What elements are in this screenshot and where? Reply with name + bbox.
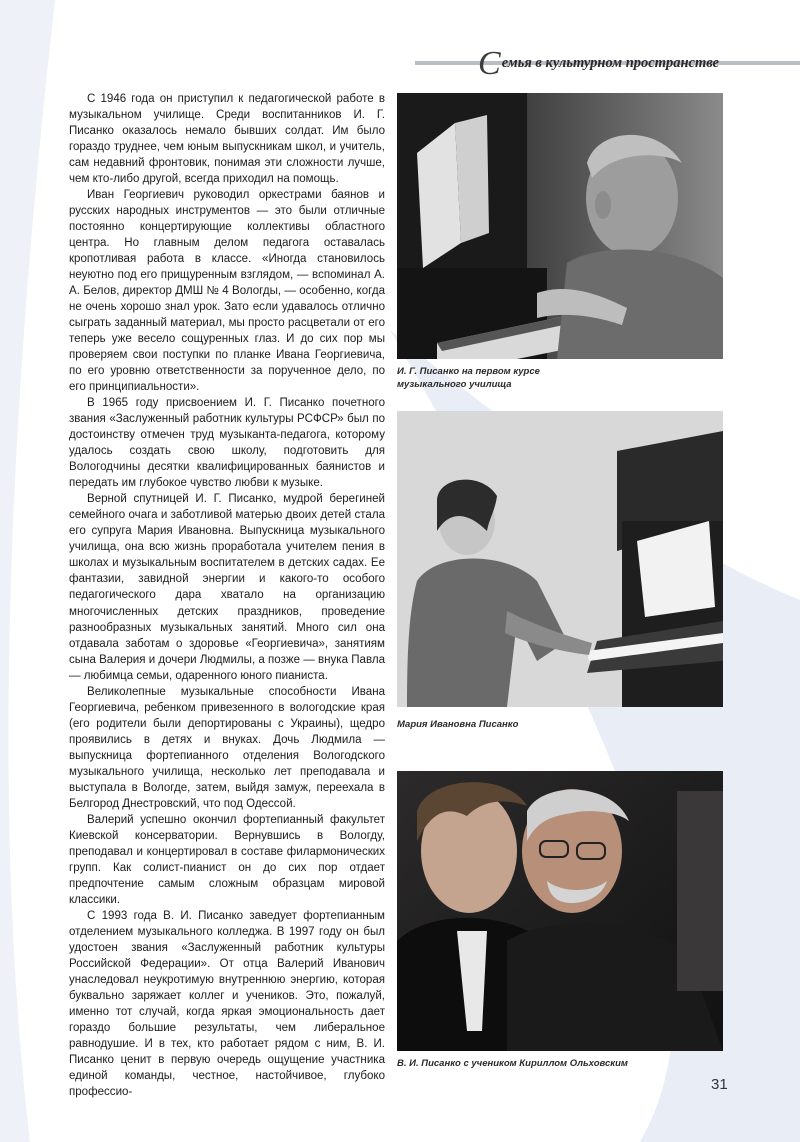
caption-photo-2: Мария Ивановна Писанко xyxy=(397,719,519,730)
paragraph: Иван Георгиевич руководил оркестрами баянов и русских народных инструментов — это были отличные постоянно концертирующие коллективы областного центра. Но главным делом педагога оставалась кропотливая работа в классе. «Иногда становилось неуютно под его прищуренным взглядом, — вспоминал А. А. Белов, директор ДМШ № 4 Вологды, — особенно, когда не очень хорошо знал урок. Зато если удавалось отлично сыграть заданный материал, мы просто расцветали от его теперь уже весело сощуренных глаз. И до сих пор мы проверяем свои поступки по планке Ивана Георгиевича, по его уровню ответственности за порученное дело, по его принципиальности». xyxy=(69,189,385,394)
header-title-text: емья в культурном пространстве xyxy=(501,55,719,71)
paragraph: С 1946 года он приступил к педагогической работе в музыкальном училище. Среди воспитанников И. Г. Писанко оказалось немало бывших солдат. Им было гораздо труднее, чем юным выпускникам школ, и учитель, сам недавний фронтовик, понимая эти сложности лучше, чем кто-либо другой, всегда приходил на помощь. xyxy=(69,93,385,186)
paragraph: В 1965 году присвоением И. Г. Писанко почетного звания «Заслуженный работник культуры РСФСР» был по достоинству отмечен труд музыканта-педагога, которому удалось создать свою школу, подготовить для Вологодчины десятки квалифицированных баянистов и передать им глубокое чувство любви к музыке. xyxy=(69,397,385,490)
photo-woman-at-piano xyxy=(397,411,723,707)
paragraph: Великолепные музыкальные способности Ивана Георгиевича, ребенком привезенного в вологодские края (его родители были депортированы с Украины), щедро проявились в детях и внуках. Дочь Людмила — выпускница фортепианного отделения Вологодского музыкального училища, несколько лет преподавала и выступала в Вологде, затем, выйдя замуж, переехала в Белгород Днестровский, что под Одессой. xyxy=(69,685,385,810)
header-initial: С xyxy=(478,45,501,82)
caption-photo-1: И. Г. Писанко на первом курсе музыкального училища xyxy=(397,366,540,390)
paragraph: Валерий успешно окончил фортепианный факультет Киевской консерватории. Вернувшись в Вологду, преподавал и концертировал в составе филармонических групп. Как солист-пианист он до сих пор отдает предпочтение самым сложным образцам мировой классики. xyxy=(69,813,385,906)
photo-boy-at-piano xyxy=(397,93,723,359)
paragraph: Верной спутницей И. Г. Писанко, мудрой берегиней семейного очага и заботливой матерью двоих детей стала его супруга Мария Ивановна. Выпускница музыкального училища, она всю жизнь проработала учителем пения в школах и музыкальным воспитателем в детских садах. Ее фантазии, завидной энергии и какого-то особого педагогического дара хватало на организацию многочисленных детских праздников, проведение разнообразных музыкальных занятий. Много сил она отдавала заботам о здоровье «Георгиевича», занятиям сына Валерия и дочери Людмилы, а позже — внука Павла — любимца семьи, одаренного юного пианиста. xyxy=(69,493,385,682)
article-text xyxy=(69,91,385,1100)
page-number: 31 xyxy=(711,1076,728,1093)
caption-photo-3: В. И. Писанко с учеником Кириллом Ольховским xyxy=(397,1058,628,1069)
section-header xyxy=(478,38,800,82)
paragraph: С 1993 года В. И. Писанко заведует фортепианным отделением музыкального колледжа. В 1997 году он был удостоен звания «Заслуженный работник культуры Российской Федерации». От отца Валерий Иванович унаследовал неукротимую внутреннюю энергию, которая буквально заряжает коллег и учеников. Это, пожалуй, именно тот случай, когда яркая эмоциональность дает гораздо большие результаты, чем либеральное равнодушие. И в тех, кто работает рядом с ним, В. И. Писанко ценит в первую очередь ощущение участника единой команды, честное, настойчивое, глубоко профессио- xyxy=(69,909,385,1098)
photo-teacher-with-student xyxy=(397,771,723,1051)
